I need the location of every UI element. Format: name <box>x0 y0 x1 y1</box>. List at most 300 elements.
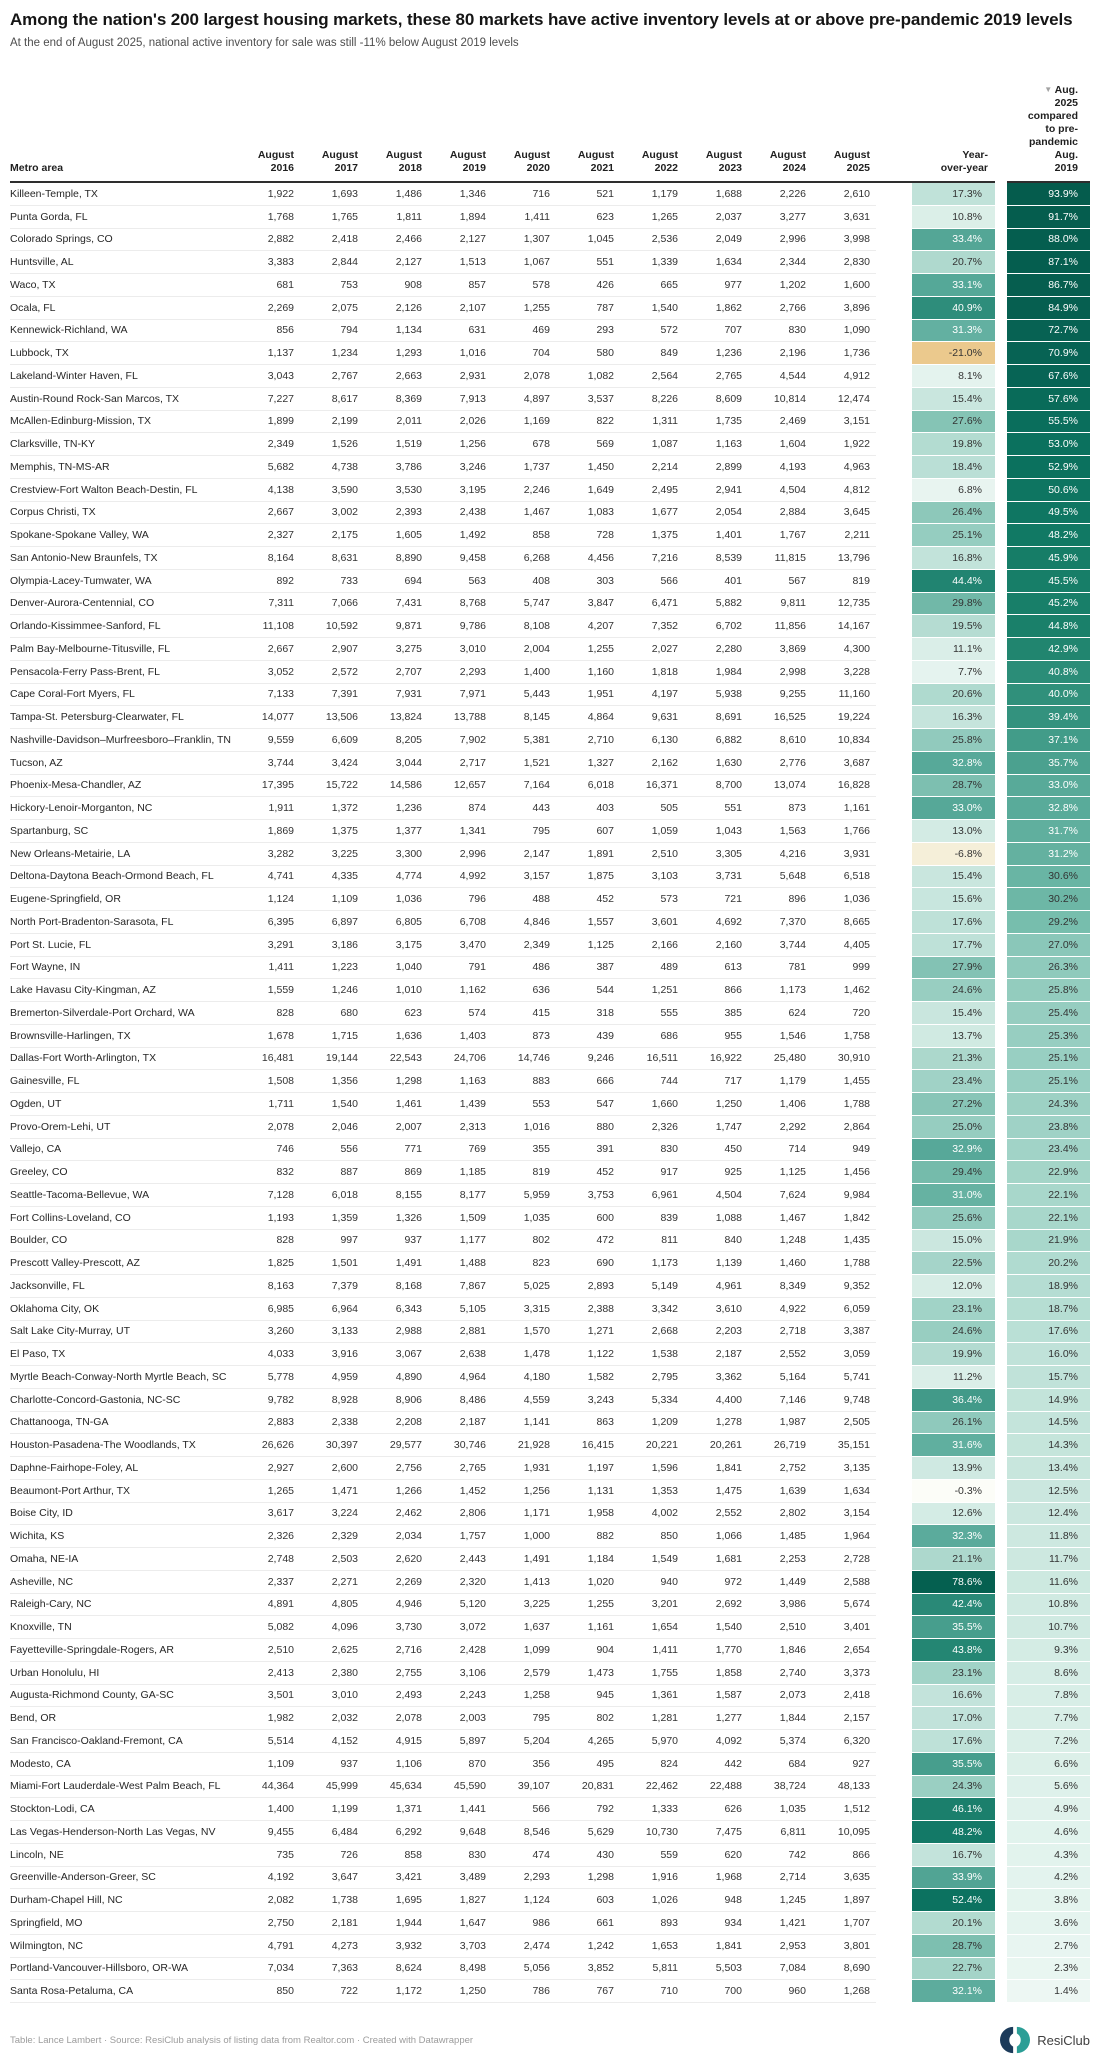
metro-cell: Ogden, UT <box>10 1093 236 1116</box>
inventory-cell-2016: 7,311 <box>236 592 300 615</box>
inventory-cell-2020: 4,180 <box>492 1366 556 1389</box>
inventory-cell-2018: 1,811 <box>364 205 428 228</box>
col-header-august-2023[interactable]: August 2023 <box>684 55 748 182</box>
inventory-cell-2022: 555 <box>620 1002 684 1025</box>
inventory-cell-2020: 1,478 <box>492 1343 556 1366</box>
table-row <box>10 1889 1090 1912</box>
inventory-cell-2018: 8,369 <box>364 387 428 410</box>
vs-2019-heatmap-cell: 7.7% <box>1001 1707 1090 1730</box>
inventory-cell-2021: 551 <box>556 251 620 274</box>
inventory-cell-2022: 1,653 <box>620 1934 684 1957</box>
inventory-cell-2019: 2,717 <box>428 751 492 774</box>
inventory-cell-2022: 830 <box>620 1138 684 1161</box>
inventory-cell-2016: 1,400 <box>236 1798 300 1821</box>
table-row <box>10 1002 1090 1025</box>
inventory-cell-2021: 452 <box>556 888 620 911</box>
metro-cell: Corpus Christi, TX <box>10 501 236 524</box>
inventory-cell-2019: 3,470 <box>428 933 492 956</box>
inventory-cell-2020: 415 <box>492 1002 556 1025</box>
metro-cell: Lubbock, TX <box>10 342 236 365</box>
table-row <box>10 410 1090 433</box>
yoy-heatmap-cell: 25.6% <box>876 1206 1001 1229</box>
inventory-cell-2021: 666 <box>556 1070 620 1093</box>
vs-2019-heatmap-cell: 50.6% <box>1001 478 1090 501</box>
inventory-cell-2017: 30,397 <box>300 1434 364 1457</box>
inventory-cell-2018: 1,461 <box>364 1093 428 1116</box>
col-header-august-2021[interactable]: August 2021 <box>556 55 620 182</box>
inventory-cell-2018: 1,266 <box>364 1479 428 1502</box>
inventory-cell-2025: 2,418 <box>812 1684 876 1707</box>
inventory-cell-2024: 7,370 <box>748 911 812 934</box>
inventory-cell-2020: 2,078 <box>492 365 556 388</box>
inventory-cell-2025: 1,788 <box>812 1252 876 1275</box>
vs-2019-heatmap-cell: 32.8% <box>1001 797 1090 820</box>
inventory-cell-2024: 1,173 <box>748 979 812 1002</box>
table-row <box>10 1115 1090 1138</box>
inventory-cell-2024: 2,510 <box>748 1616 812 1639</box>
inventory-cell-2021: 2,710 <box>556 729 620 752</box>
inventory-cell-2016: 2,882 <box>236 228 300 251</box>
metro-cell: Charlotte-Concord-Gastonia, NC-SC <box>10 1388 236 1411</box>
yoy-heatmap-cell: 13.7% <box>876 1024 1001 1047</box>
inventory-cell-2017: 6,964 <box>300 1297 364 1320</box>
inventory-cell-2024: 13,074 <box>748 774 812 797</box>
table-row <box>10 615 1090 638</box>
yoy-heatmap-cell: 8.1% <box>876 365 1001 388</box>
inventory-cell-2021: 904 <box>556 1639 620 1662</box>
table-row <box>10 1047 1090 1070</box>
inventory-cell-2016: 681 <box>236 274 300 297</box>
table-row <box>10 1821 1090 1844</box>
inventory-cell-2018: 2,208 <box>364 1411 428 1434</box>
inventory-cell-2022: 1,540 <box>620 296 684 319</box>
inventory-cell-2018: 6,805 <box>364 911 428 934</box>
inventory-cell-2016: 2,082 <box>236 1889 300 1912</box>
inventory-cell-2025: 1,707 <box>812 1912 876 1935</box>
table-row <box>10 865 1090 888</box>
inventory-cell-2022: 2,166 <box>620 933 684 956</box>
inventory-cell-2021: 882 <box>556 1525 620 1548</box>
vs-2019-heatmap-cell: 8.6% <box>1001 1661 1090 1684</box>
yoy-heatmap-cell: 16.3% <box>876 706 1001 729</box>
vs-2019-heatmap-cell: 91.7% <box>1001 205 1090 228</box>
inventory-cell-2016: 1,899 <box>236 410 300 433</box>
inventory-cell-2023: 1,688 <box>684 182 748 205</box>
metro-cell: Fort Collins-Loveland, CO <box>10 1206 236 1229</box>
inventory-cell-2018: 22,543 <box>364 1047 428 1070</box>
inventory-cell-2022: 9,631 <box>620 706 684 729</box>
inventory-cell-2023: 2,765 <box>684 365 748 388</box>
col-header-vs-2019[interactable]: ▼ Aug. 2025 compared to pre- pandemic Aug. 2019 <box>1001 55 1090 182</box>
inventory-cell-2025: 16,828 <box>812 774 876 797</box>
metro-cell: San Antonio-New Braunfels, TX <box>10 547 236 570</box>
inventory-cell-2016: 2,748 <box>236 1548 300 1571</box>
inventory-cell-2025: 3,373 <box>812 1661 876 1684</box>
inventory-cell-2022: 8,226 <box>620 387 684 410</box>
inventory-cell-2020: 7,164 <box>492 774 556 797</box>
yoy-heatmap-cell: 12.6% <box>876 1502 1001 1525</box>
inventory-cell-2021: 430 <box>556 1843 620 1866</box>
inventory-cell-2025: 3,631 <box>812 205 876 228</box>
vs-2019-heatmap-cell: 23.8% <box>1001 1115 1090 1138</box>
inventory-cell-2025: 2,728 <box>812 1548 876 1571</box>
inventory-cell-2023: 4,092 <box>684 1730 748 1753</box>
inventory-cell-2019: 1,452 <box>428 1479 492 1502</box>
metro-cell: Knoxville, TN <box>10 1616 236 1639</box>
col-header-august-2025[interactable]: August 2025 <box>812 55 876 182</box>
inventory-cell-2023: 450 <box>684 1138 748 1161</box>
inventory-cell-2024: 1,546 <box>748 1024 812 1047</box>
table-row <box>10 1297 1090 1320</box>
inventory-cell-2022: 1,251 <box>620 979 684 1002</box>
metro-cell: Wilmington, NC <box>10 1934 236 1957</box>
yoy-heatmap-cell: 17.6% <box>876 911 1001 934</box>
yoy-heatmap-cell: 46.1% <box>876 1798 1001 1821</box>
inventory-cell-2025: 3,687 <box>812 751 876 774</box>
inventory-cell-2017: 8,617 <box>300 387 364 410</box>
col-header-august-2018[interactable]: August 2018 <box>364 55 428 182</box>
col-header-august-2017[interactable]: August 2017 <box>300 55 364 182</box>
table-row <box>10 1411 1090 1434</box>
inventory-cell-2017: 556 <box>300 1138 364 1161</box>
inventory-cell-2017: 6,609 <box>300 729 364 752</box>
yoy-heatmap-cell: 26.1% <box>876 1411 1001 1434</box>
inventory-cell-2024: 1,406 <box>748 1093 812 1116</box>
inventory-cell-2016: 44,364 <box>236 1775 300 1798</box>
inventory-cell-2022: 20,221 <box>620 1434 684 1457</box>
inventory-cell-2018: 9,871 <box>364 615 428 638</box>
metro-cell: Colorado Springs, CO <box>10 228 236 251</box>
inventory-cell-2020: 8,546 <box>492 1821 556 1844</box>
inventory-cell-2017: 3,916 <box>300 1343 364 1366</box>
yoy-heatmap-cell: 22.5% <box>876 1252 1001 1275</box>
metro-cell: Portland-Vancouver-Hillsboro, OR-WA <box>10 1957 236 1980</box>
inventory-cell-2019: 1,488 <box>428 1252 492 1275</box>
inventory-cell-2021: 792 <box>556 1798 620 1821</box>
inventory-cell-2018: 8,906 <box>364 1388 428 1411</box>
inventory-cell-2021: 2,893 <box>556 1275 620 1298</box>
col-header-august-2022[interactable]: August 2022 <box>620 55 684 182</box>
inventory-cell-2016: 8,163 <box>236 1275 300 1298</box>
inventory-cell-2023: 1,735 <box>684 410 748 433</box>
yoy-heatmap-cell: 15.4% <box>876 1002 1001 1025</box>
inventory-cell-2018: 2,466 <box>364 228 428 251</box>
yoy-heatmap-cell: 33.0% <box>876 797 1001 820</box>
table-row <box>10 1457 1090 1480</box>
inventory-cell-2016: 11,108 <box>236 615 300 638</box>
table-row <box>10 683 1090 706</box>
inventory-cell-2018: 2,127 <box>364 251 428 274</box>
inventory-cell-2019: 3,106 <box>428 1661 492 1684</box>
table-row <box>10 979 1090 1002</box>
yoy-heatmap-cell: 15.4% <box>876 865 1001 888</box>
inventory-cell-2016: 828 <box>236 1002 300 1025</box>
inventory-cell-2021: 472 <box>556 1229 620 1252</box>
inventory-cell-2019: 2,003 <box>428 1707 492 1730</box>
inventory-cell-2021: 439 <box>556 1024 620 1047</box>
inventory-cell-2022: 573 <box>620 888 684 911</box>
vs-2019-heatmap-cell: 4.6% <box>1001 1821 1090 1844</box>
inventory-cell-2024: 3,277 <box>748 205 812 228</box>
inventory-cell-2023: 5,882 <box>684 592 748 615</box>
table-row <box>10 1343 1090 1366</box>
vs-2019-heatmap-cell: 30.2% <box>1001 888 1090 911</box>
inventory-cell-2024: 2,884 <box>748 501 812 524</box>
inventory-cell-2022: 824 <box>620 1752 684 1775</box>
col-header-year-over-year[interactable]: Year- over-year <box>876 55 1001 182</box>
inventory-cell-2021: 1,161 <box>556 1616 620 1639</box>
table-row <box>10 342 1090 365</box>
inventory-cell-2020: 474 <box>492 1843 556 1866</box>
inventory-cell-2024: 567 <box>748 569 812 592</box>
inventory-cell-2017: 4,959 <box>300 1366 364 1389</box>
inventory-cell-2020: 1,637 <box>492 1616 556 1639</box>
inventory-cell-2019: 2,931 <box>428 365 492 388</box>
inventory-cell-2023: 707 <box>684 319 748 342</box>
inventory-cell-2016: 1,411 <box>236 956 300 979</box>
inventory-cell-2018: 4,774 <box>364 865 428 888</box>
inventory-cell-2016: 17,395 <box>236 774 300 797</box>
inventory-cell-2022: 3,601 <box>620 911 684 934</box>
inventory-cell-2017: 6,484 <box>300 1821 364 1844</box>
inventory-cell-2023: 1,540 <box>684 1616 748 1639</box>
inventory-cell-2016: 735 <box>236 1843 300 1866</box>
inventory-cell-2023: 16,922 <box>684 1047 748 1070</box>
inventory-cell-2021: 767 <box>556 1980 620 2003</box>
inventory-cell-2021: 787 <box>556 296 620 319</box>
inventory-cell-2020: 356 <box>492 1752 556 1775</box>
inventory-cell-2024: 7,084 <box>748 1957 812 1980</box>
inventory-cell-2025: 4,912 <box>812 365 876 388</box>
table-row <box>10 1616 1090 1639</box>
inventory-cell-2022: 5,970 <box>620 1730 684 1753</box>
yoy-heatmap-cell: 17.7% <box>876 933 1001 956</box>
col-header-august-2024[interactable]: August 2024 <box>748 55 812 182</box>
inventory-cell-2017: 2,338 <box>300 1411 364 1434</box>
table-row <box>10 1570 1090 1593</box>
table-row <box>10 1957 1090 1980</box>
inventory-cell-2017: 1,356 <box>300 1070 364 1093</box>
inventory-cell-2017: 1,540 <box>300 1093 364 1116</box>
inventory-cell-2024: 1,639 <box>748 1479 812 1502</box>
inventory-cell-2020: 2,293 <box>492 1866 556 1889</box>
inventory-cell-2019: 9,648 <box>428 1821 492 1844</box>
inventory-cell-2025: 8,690 <box>812 1957 876 1980</box>
yoy-heatmap-cell: 24.6% <box>876 1320 1001 1343</box>
vs-2019-heatmap-cell: 15.7% <box>1001 1366 1090 1389</box>
inventory-cell-2022: 686 <box>620 1024 684 1047</box>
inventory-cell-2019: 4,964 <box>428 1366 492 1389</box>
inventory-cell-2020: 802 <box>492 1229 556 1252</box>
inventory-cell-2022: 2,162 <box>620 751 684 774</box>
inventory-cell-2024: 1,844 <box>748 1707 812 1730</box>
metro-cell: Crestview-Fort Walton Beach-Destin, FL <box>10 478 236 501</box>
inventory-cell-2021: 1,083 <box>556 501 620 524</box>
inventory-cell-2017: 2,380 <box>300 1661 364 1684</box>
inventory-cell-2019: 3,489 <box>428 1866 492 1889</box>
inventory-cell-2017: 3,133 <box>300 1320 364 1343</box>
inventory-cell-2023: 3,305 <box>684 842 748 865</box>
inventory-cell-2023: 2,160 <box>684 933 748 956</box>
inventory-cell-2019: 791 <box>428 956 492 979</box>
inventory-cell-2016: 7,133 <box>236 683 300 706</box>
resiclub-brand <box>1000 2025 1090 2055</box>
inventory-cell-2024: 2,996 <box>748 228 812 251</box>
inventory-cell-2022: 1,087 <box>620 433 684 456</box>
inventory-cell-2025: 2,830 <box>812 251 876 274</box>
inventory-cell-2025: 2,864 <box>812 1115 876 1138</box>
table-row <box>10 638 1090 661</box>
table-row <box>10 1366 1090 1389</box>
yoy-heatmap-cell: 20.6% <box>876 683 1001 706</box>
inventory-cell-2023: 866 <box>684 979 748 1002</box>
inventory-cell-2017: 3,590 <box>300 478 364 501</box>
inventory-cell-2019: 874 <box>428 797 492 820</box>
yoy-heatmap-cell: 15.4% <box>876 387 1001 410</box>
inventory-cell-2022: 2,326 <box>620 1115 684 1138</box>
inventory-cell-2023: 8,700 <box>684 774 748 797</box>
inventory-cell-2017: 2,075 <box>300 296 364 319</box>
inventory-cell-2024: 684 <box>748 1752 812 1775</box>
yoy-heatmap-cell: 28.7% <box>876 1934 1001 1957</box>
metro-cell: Bend, OR <box>10 1707 236 1730</box>
inventory-cell-2021: 521 <box>556 182 620 205</box>
vs-2019-heatmap-cell: 4.3% <box>1001 1843 1090 1866</box>
table-row <box>10 1206 1090 1229</box>
yoy-heatmap-cell: 17.3% <box>876 182 1001 205</box>
inventory-cell-2019: 830 <box>428 1843 492 1866</box>
inventory-cell-2020: 858 <box>492 524 556 547</box>
inventory-cell-2020: 1,141 <box>492 1411 556 1434</box>
inventory-cell-2024: 9,255 <box>748 683 812 706</box>
inventory-cell-2025: 3,998 <box>812 228 876 251</box>
inventory-cell-2016: 5,682 <box>236 456 300 479</box>
table-row <box>10 1661 1090 1684</box>
inventory-cell-2022: 849 <box>620 342 684 365</box>
inventory-cell-2023: 1,088 <box>684 1206 748 1229</box>
vs-2019-heatmap-cell: 42.9% <box>1001 638 1090 661</box>
inventory-cell-2016: 3,043 <box>236 365 300 388</box>
inventory-cell-2017: 1,501 <box>300 1252 364 1275</box>
inventory-cell-2017: 4,335 <box>300 865 364 888</box>
table-row <box>10 820 1090 843</box>
inventory-cell-2019: 30,746 <box>428 1434 492 1457</box>
inventory-cell-2020: 1,307 <box>492 228 556 251</box>
inventory-cell-2019: 1,256 <box>428 433 492 456</box>
inventory-cell-2019: 3,195 <box>428 478 492 501</box>
inventory-cell-2024: 5,374 <box>748 1730 812 1753</box>
inventory-cell-2019: 2,313 <box>428 1115 492 1138</box>
inventory-cell-2016: 2,337 <box>236 1570 300 1593</box>
vs-2019-heatmap-cell: 11.6% <box>1001 1570 1090 1593</box>
inventory-cell-2023: 2,692 <box>684 1593 748 1616</box>
metro-cell: New Orleans-Metairie, LA <box>10 842 236 865</box>
yoy-heatmap-cell: 32.1% <box>876 1980 1001 2003</box>
inventory-cell-2021: 1,131 <box>556 1479 620 1502</box>
inventory-cell-2019: 2,638 <box>428 1343 492 1366</box>
inventory-cell-2025: 8,665 <box>812 911 876 934</box>
metro-cell: Phoenix-Mesa-Chandler, AZ <box>10 774 236 797</box>
inventory-cell-2023: 2,054 <box>684 501 748 524</box>
vs-2019-heatmap-cell: 11.7% <box>1001 1548 1090 1571</box>
table-row <box>10 547 1090 570</box>
inventory-cell-2023: 2,187 <box>684 1343 748 1366</box>
inventory-cell-2016: 7,227 <box>236 387 300 410</box>
inventory-cell-2021: 569 <box>556 433 620 456</box>
inventory-cell-2017: 2,844 <box>300 251 364 274</box>
inventory-cell-2017: 3,002 <box>300 501 364 524</box>
inventory-cell-2020: 1,413 <box>492 1570 556 1593</box>
inventory-cell-2023: 1,236 <box>684 342 748 365</box>
inventory-cell-2016: 828 <box>236 1229 300 1252</box>
metro-cell: Springfield, MO <box>10 1912 236 1935</box>
inventory-cell-2022: 2,668 <box>620 1320 684 1343</box>
metro-cell: McAllen-Edinburg-Mission, TX <box>10 410 236 433</box>
inventory-cell-2025: 720 <box>812 1002 876 1025</box>
inventory-cell-2017: 3,010 <box>300 1684 364 1707</box>
inventory-cell-2023: 626 <box>684 1798 748 1821</box>
inventory-cell-2025: 949 <box>812 1138 876 1161</box>
yoy-heatmap-cell: -21.0% <box>876 342 1001 365</box>
metro-cell: Salt Lake City-Murray, UT <box>10 1320 236 1343</box>
inventory-cell-2019: 769 <box>428 1138 492 1161</box>
inventory-cell-2024: 25,480 <box>748 1047 812 1070</box>
inventory-cell-2018: 771 <box>364 1138 428 1161</box>
inventory-cell-2021: 1,875 <box>556 865 620 888</box>
inventory-cell-2020: 1,258 <box>492 1684 556 1707</box>
inventory-cell-2025: 9,984 <box>812 1184 876 1207</box>
inventory-cell-2024: 781 <box>748 956 812 979</box>
metro-cell: Pensacola-Ferry Pass-Brent, FL <box>10 660 236 683</box>
inventory-cell-2021: 1,298 <box>556 1866 620 1889</box>
col-header-august-2019[interactable]: August 2019 <box>428 55 492 182</box>
inventory-cell-2017: 45,999 <box>300 1775 364 1798</box>
col-header-august-2016[interactable]: August 2016 <box>236 55 300 182</box>
vs-2019-heatmap-cell: 18.7% <box>1001 1297 1090 1320</box>
inventory-cell-2020: 566 <box>492 1798 556 1821</box>
inventory-cell-2023: 1,630 <box>684 751 748 774</box>
table-row <box>10 774 1090 797</box>
yoy-heatmap-cell: 26.4% <box>876 501 1001 524</box>
inventory-cell-2018: 3,730 <box>364 1616 428 1639</box>
yoy-heatmap-cell: 13.9% <box>876 1457 1001 1480</box>
inventory-cell-2021: 1,082 <box>556 365 620 388</box>
inventory-cell-2024: 2,718 <box>748 1320 812 1343</box>
vs-2019-heatmap-cell: 25.1% <box>1001 1070 1090 1093</box>
table-row <box>10 888 1090 911</box>
inventory-cell-2016: 1,193 <box>236 1206 300 1229</box>
inventory-cell-2021: 3,847 <box>556 592 620 615</box>
inventory-cell-2021: 1,125 <box>556 933 620 956</box>
inventory-cell-2021: 4,265 <box>556 1730 620 1753</box>
inventory-cell-2018: 2,988 <box>364 1320 428 1343</box>
inventory-cell-2020: 823 <box>492 1252 556 1275</box>
inventory-cell-2016: 1,711 <box>236 1093 300 1116</box>
table-row <box>10 296 1090 319</box>
credit-line: Table: Lance Lambert · Source: ResiClub analysis of listing data from Realtor.com · Created with Datawrapper <box>10 2034 474 2046</box>
metro-cell: Provo-Orem-Lehi, UT <box>10 1115 236 1138</box>
inventory-cell-2023: 948 <box>684 1889 748 1912</box>
col-header-metro[interactable]: Metro area <box>10 55 236 182</box>
vs-2019-heatmap-cell: 18.9% <box>1001 1275 1090 1298</box>
table-row <box>10 1502 1090 1525</box>
inventory-cell-2025: 6,059 <box>812 1297 876 1320</box>
inventory-cell-2021: 1,045 <box>556 228 620 251</box>
inventory-cell-2019: 2,765 <box>428 1457 492 1480</box>
col-header-august-2020[interactable]: August 2020 <box>492 55 556 182</box>
inventory-cell-2017: 1,715 <box>300 1024 364 1047</box>
inventory-cell-2025: 1,897 <box>812 1889 876 1912</box>
